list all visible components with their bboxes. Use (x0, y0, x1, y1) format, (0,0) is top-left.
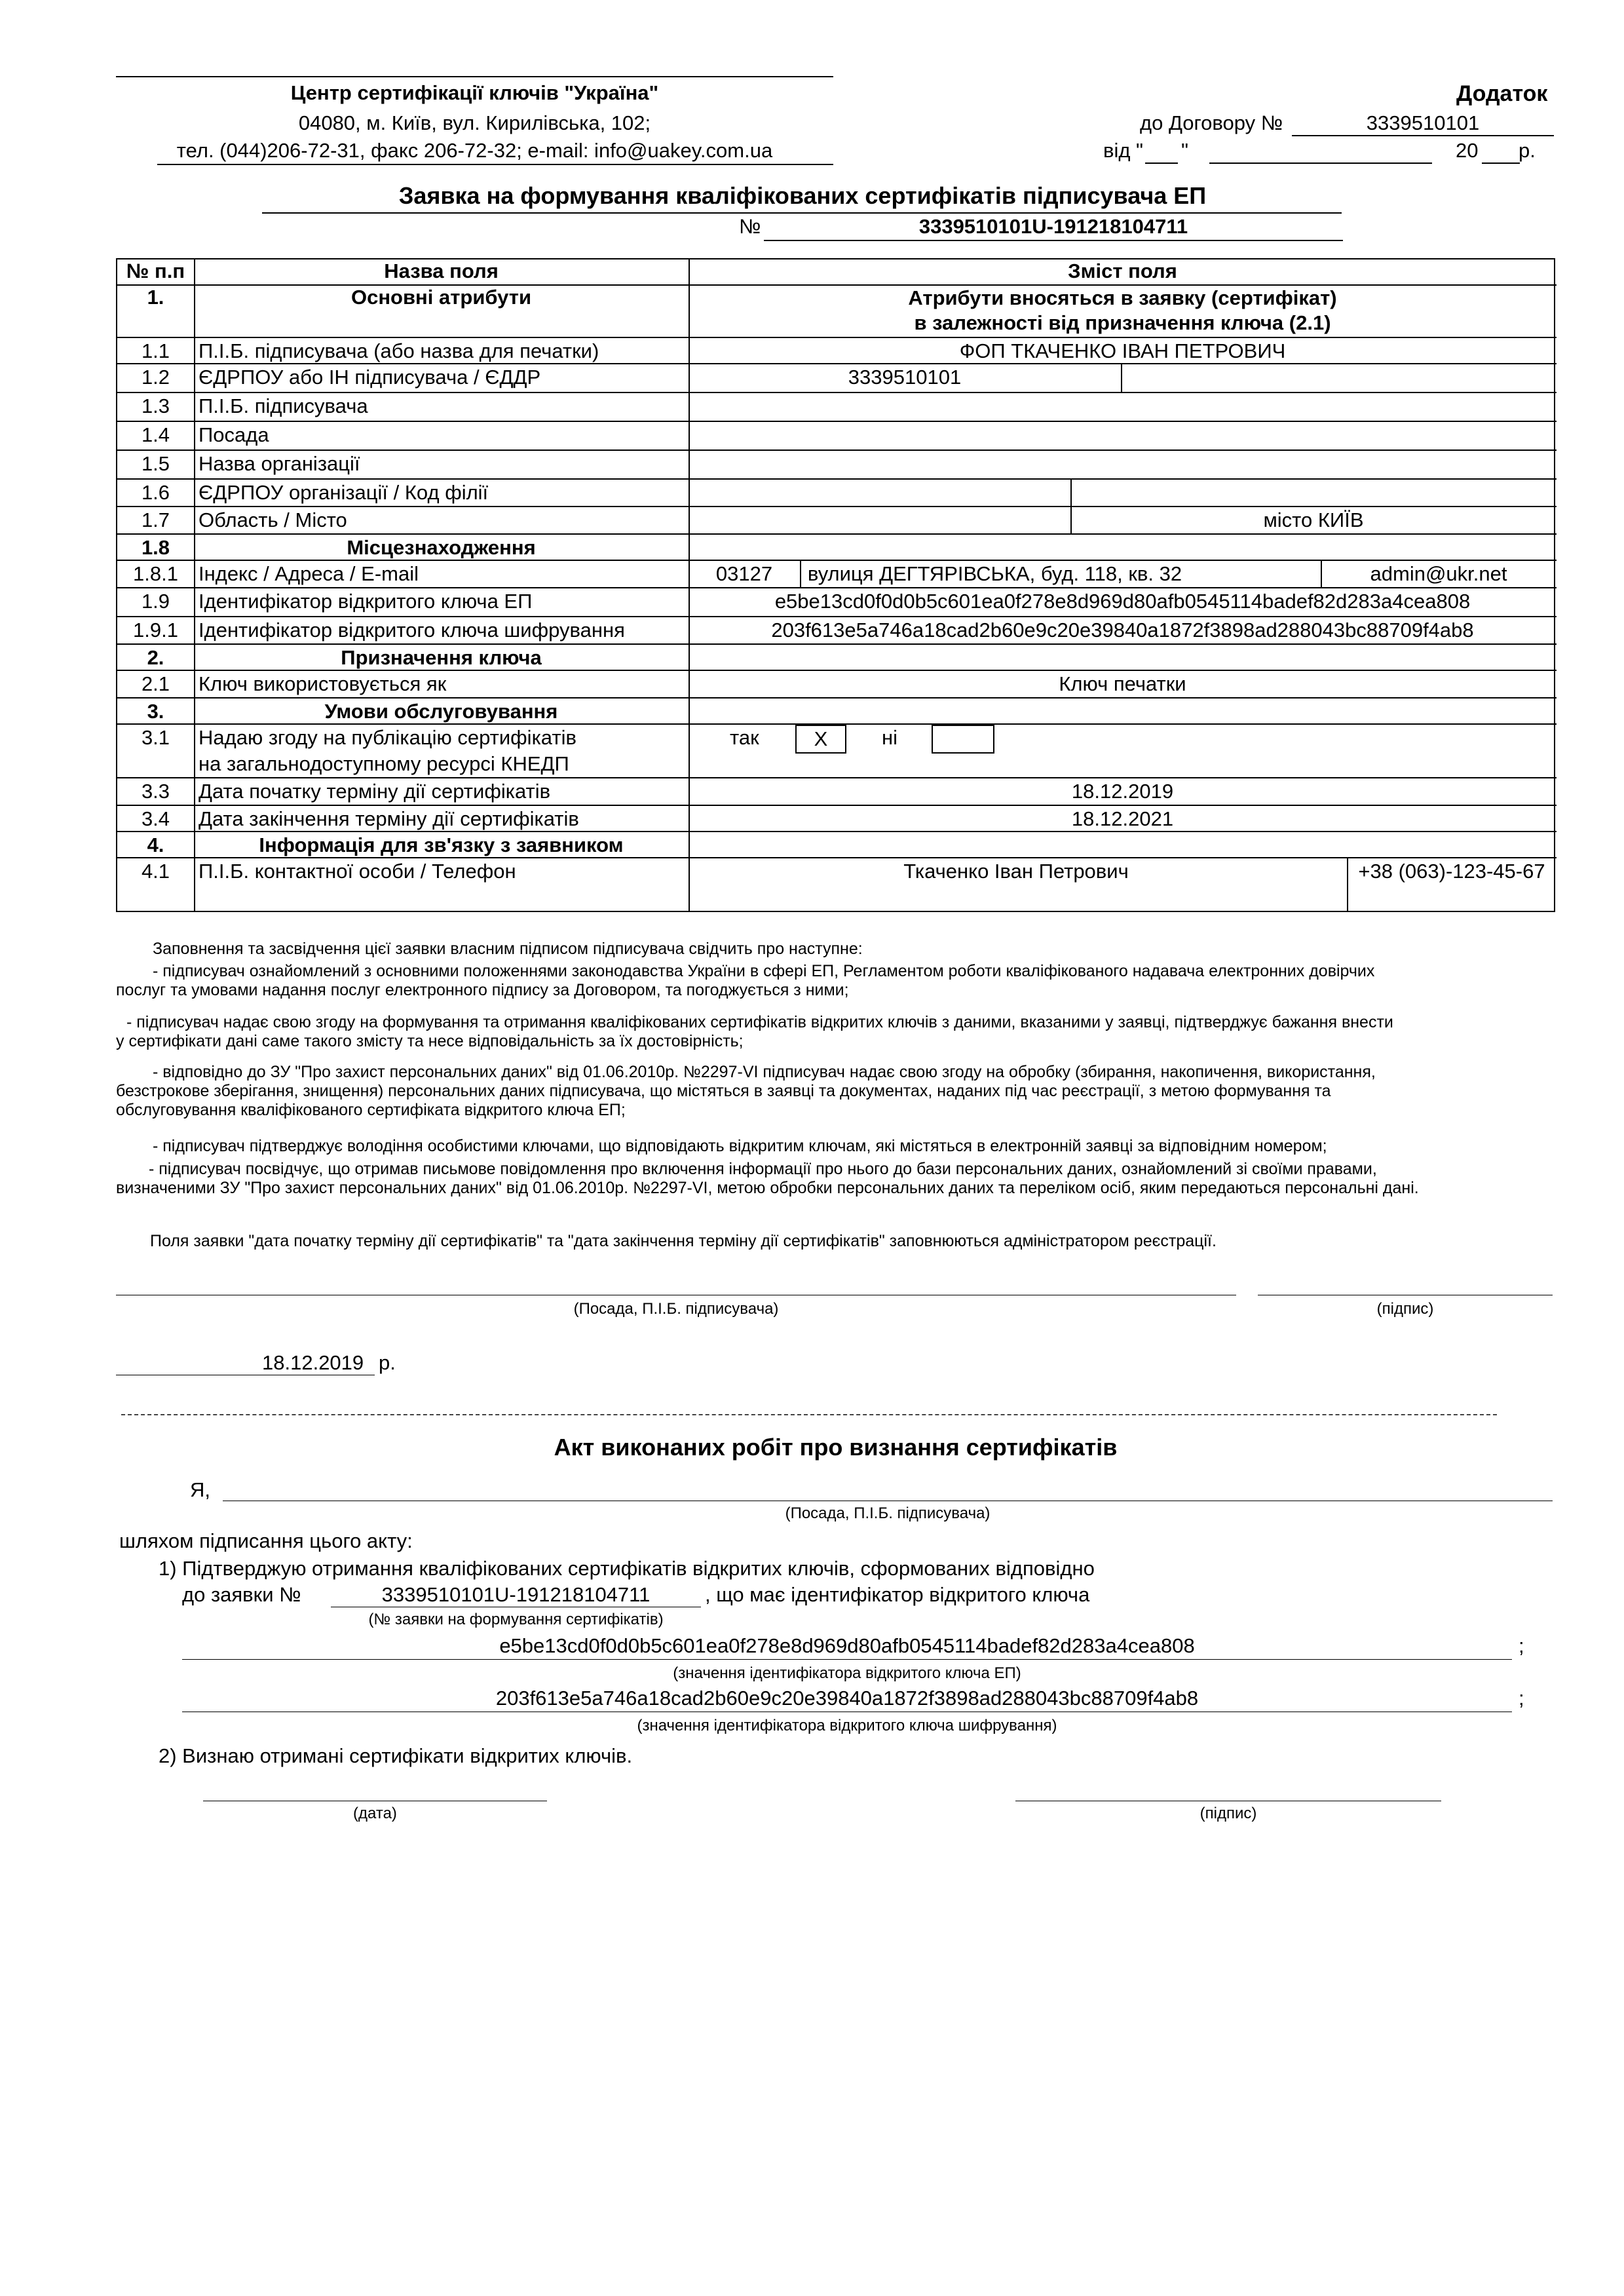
terms-intro: Заповнення та засвідчення цієї заявки власним підписом підписувача свідчить про наступне: (153, 940, 863, 958)
request-number-underline (764, 240, 1343, 241)
cert-center-contacts: тел. (044)206-72-31, факс 206-72-32; e-mail: info@uakey.com.ua (176, 139, 773, 162)
contract-year-suffix: р. (1519, 139, 1536, 162)
row-num: 1.9 (141, 590, 170, 613)
act-title: Акт виконаних робіт про визнання сертифікатів (554, 1434, 1118, 1461)
request-date-suffix: р. (379, 1351, 396, 1374)
terms-item-2-line-1: - підписувач надає свою згоду на формування та отримання кваліфікованих сертифікатів відкритих ключів з даними, вказаними у заявці, підтверджує бажання внести (126, 1013, 1393, 1031)
ep-key-id-value: e5be13cd0f0d0b5c601ea0f278e8d969d80afb0545114badef82d283a4cea808 (774, 590, 1471, 613)
title-underline (262, 212, 1342, 214)
act-enc-key-caption: (значення ідентифікатора відкритого ключа шифрування) (637, 1717, 1057, 1734)
row-num: 3.1 (141, 726, 170, 749)
contract-number: 3339510101 (1366, 111, 1480, 134)
publish-consent-no-label: ні (882, 726, 898, 749)
publish-consent-no-checkbox[interactable] (932, 725, 994, 754)
act-date-caption: (дата) (353, 1805, 397, 1822)
admin-note: Поля заявки "дата початку терміну дії сертифікатів" та "дата закінчення терміну дії сертифікатів" заповнюються адміністратором реєстрації. (150, 1232, 1217, 1250)
validity-start-value: 18.12.2019 (1071, 780, 1174, 803)
row-label: Ідентифікатор відкритого ключа шифрування (198, 619, 625, 641)
row-num: 1.2 (141, 366, 170, 389)
terms-item-2-line-2: у сертифікати дані саме такого змісту та несе відповідальність за їх достовірність; (116, 1032, 744, 1050)
table-row (117, 616, 1557, 643)
validity-end-value: 18.12.2021 (1071, 807, 1174, 830)
row-label: Дата початку терміну дії сертифікатів (198, 780, 551, 803)
table-row (117, 587, 1557, 616)
row-label: ЄДРПОУ організації / Код філії (198, 481, 489, 504)
row-num: 1.6 (141, 481, 170, 504)
table-row (117, 392, 1557, 421)
contact-phone-value: +38 (063)-123-45-67 (1358, 860, 1545, 883)
terms-item-3-line-3: обслуговування кваліфікованого сертифіката відкритого ключа ЕП; (116, 1101, 626, 1119)
table-row (117, 533, 1557, 560)
act-ep-key-caption: (значення ідентифікатора відкритого ключа ЕП) (673, 1664, 1021, 1682)
section-title: Призначення ключа (341, 646, 542, 669)
table-header-row (117, 259, 1557, 284)
row-num: 1. (147, 286, 164, 309)
header-field-content: Зміст поля (1068, 259, 1177, 282)
row-label: Ідентифікатор відкритого ключа ЕП (198, 590, 533, 613)
row-num: 2. (147, 646, 164, 669)
request-date: 18.12.2019 (262, 1351, 364, 1374)
request-table (116, 258, 1555, 912)
row-label: П.І.Б. підписувача (198, 394, 368, 417)
header-top-rule (116, 76, 833, 77)
contract-number-underline (1292, 135, 1554, 136)
signer-position-caption: (Посада, П.І.Б. підписувача) (573, 1300, 779, 1318)
row-num: 1.3 (141, 394, 170, 417)
row-num: 3. (147, 700, 164, 723)
request-number: 3339510101U-191218104711 (918, 215, 1188, 238)
signer-signature-caption: (підпис) (1376, 1300, 1434, 1318)
act-request-number: 3339510101U-191218104711 (381, 1583, 651, 1606)
row-num: 1.8 (141, 536, 170, 559)
row-label: Посада (198, 423, 269, 446)
act-enc-key-semicolon: ; (1519, 1687, 1524, 1710)
contract-date-from-label: від " (1103, 139, 1144, 162)
act-i-label: Я, (190, 1478, 210, 1501)
cert-center-name: Центр сертифікації ключів "Україна" (290, 81, 659, 104)
table-row (117, 337, 1557, 363)
table-row (117, 805, 1557, 831)
section-title: Інформація для зв'язку з заявником (259, 833, 624, 856)
section-title: Основні атрибути (350, 286, 532, 309)
appendix-label: Додаток (1456, 81, 1548, 106)
table-row (117, 697, 1557, 723)
act-signature-caption: (підпис) (1199, 1805, 1257, 1822)
request-number-label: № (739, 215, 761, 238)
terms-item-3-line-1: - відповідно до ЗУ "Про захист персональних даних" від 01.06.2010р. №2297-VI підписувач надає свою згоду на обробку (збирання, накопичення, використання, (153, 1063, 1376, 1081)
address-value: вулиця ДЕГТЯРІВСЬКА, буд. 118, кв. 32 (807, 562, 1182, 585)
publish-consent-yes-label: так (730, 726, 759, 749)
terms-item-5-line-1: - підписувач посвідчує, що отримав письмове повідомлення про включення інформації про нього до бази персональних даних, ознайомлений зі своїми правами, (149, 1160, 1377, 1178)
row-num: 2.1 (141, 672, 170, 695)
table-row (117, 643, 1557, 670)
table-row (117, 560, 1557, 587)
contract-year-prefix: 20 (1456, 139, 1479, 162)
row-num: 3.3 (141, 780, 170, 803)
act-ep-key-semicolon: ; (1519, 1634, 1524, 1657)
enc-key-id-value: 203f613e5a746a18cad2b60e9c20e39840a1872f3898ad288043bc88709f4ab8 (771, 619, 1474, 641)
table-row (117, 723, 1557, 777)
act-signer-caption: (Посада, П.І.Б. підписувача) (785, 1504, 991, 1522)
act-item-1-line-1: 1) Підтверджую отримання кваліфікованих сертифікатів відкритих ключів, сформованих відповідно (159, 1557, 1095, 1580)
cut-line (121, 1414, 1497, 1415)
contact-person-value: Ткаченко Іван Петрович (903, 860, 1129, 883)
terms-item-3-line-2: безстрокове зберігання, знищення) персональних даних підписувача, що містяться в заявці та документах, наданих під час реєстрації, з метою формування та (116, 1082, 1331, 1100)
contacts-underline (157, 164, 833, 165)
tax-id-value: 3339510101 (848, 366, 962, 389)
row-label: П.І.Б. підписувача (або назва для печатки) (198, 339, 599, 362)
act-enc-key-id: 203f613e5a746a18cad2b60e9c20e39840a1872f3898ad288043bc88709f4ab8 (495, 1687, 1199, 1710)
act-item-1-request-label: до заявки № (182, 1583, 301, 1606)
city-value: місто КИЇВ (1263, 508, 1364, 531)
row-num: 4. (147, 833, 164, 856)
row-label: Ключ використовується як (198, 672, 447, 695)
act-by-signing: шляхом підписання цього акту: (119, 1529, 413, 1552)
table-row (117, 777, 1557, 805)
contract-year-underline (1482, 163, 1520, 164)
table-row (117, 831, 1557, 857)
row-label: ЄДРПОУ або ІН підписувача / ЄДДР (198, 366, 541, 389)
header-num: № п.п (126, 259, 185, 282)
section-note-2: в залежності від призначення ключа (2.1) (914, 311, 1331, 334)
row-label: Назва організації (198, 452, 360, 475)
terms-item-5-line-2: визначеними ЗУ "Про захист персональних даних" від 01.06.2010р. №2297-VI, метою обробки персональних даних та переліком осіб, яким передаються персональні дані. (116, 1179, 1419, 1197)
row-num: 1.4 (141, 423, 170, 446)
act-ep-key-id: e5be13cd0f0d0b5c601ea0f278e8d969d80afb0545114badef82d283a4cea808 (499, 1634, 1195, 1657)
terms-item-4: - підписувач підтверджує володіння особистими ключами, що відповідають відкритим ключам, які містяться в електронній заявці за відповідним номером; (153, 1137, 1327, 1155)
email-value: admin@ukr.net (1370, 562, 1507, 585)
terms-item-1-line-1: - підписувач ознайомлений з основними положеннями законодавства України в сфері ЕП, Регламентом роботи кваліфікованого надавача електронних довірчих (153, 962, 1375, 980)
section-title: Умови обслуговування (324, 700, 558, 723)
row-num: 3.4 (141, 807, 170, 830)
row-label: Область / Місто (198, 508, 347, 531)
row-label-line-2: на загальнодоступному ресурсі КНЕДП (198, 752, 569, 775)
section-note-1: Атрибути вносяться в заявку (сертифікат) (908, 286, 1337, 309)
cert-center-address: 04080, м. Київ, вул. Кирилівська, 102; (298, 111, 651, 134)
act-item-1-line-2-suffix: , що має ідентифікатор відкритого ключа (705, 1583, 1090, 1606)
act-item-2: 2) Визнаю отримані сертифікати відкритих ключів. (159, 1744, 633, 1767)
row-num: 1.9.1 (133, 619, 178, 641)
contract-day-underline (1145, 163, 1178, 164)
row-label-line-1: Надаю згоду на публікацію сертифікатів (198, 726, 576, 749)
terms-item-1-line-2: послуг та умовами надання послуг електронного підпису за Договором, та погоджується з ними; (116, 981, 849, 999)
row-num: 1.7 (141, 508, 170, 531)
table-row (117, 670, 1557, 697)
key-purpose-value: Ключ печатки (1059, 672, 1186, 695)
table-row (117, 857, 1557, 911)
signer-name-value: ФОП ТКАЧЕНКО ІВАН ПЕТРОВИЧ (959, 339, 1286, 362)
row-num: 1.1 (141, 339, 170, 362)
row-label: П.І.Б. контактної особи / Телефон (198, 860, 516, 883)
row-num: 1.8.1 (133, 562, 178, 585)
act-request-caption: (№ заявки на формування сертифікатів) (368, 1611, 664, 1628)
request-title: Заявка на формування кваліфікованих сертифікатів підписувача ЕП (398, 182, 1207, 209)
contract-label: до Договору № (1140, 111, 1283, 134)
contract-day-quote: " (1181, 139, 1189, 162)
row-label: Індекс / Адреса / E-mail (198, 562, 419, 585)
publish-consent-yes-checkbox[interactable]: Х (795, 725, 846, 754)
table-row (117, 478, 1557, 506)
row-label: Дата закінчення терміну дії сертифікатів (198, 807, 579, 830)
postal-index-value: 03127 (715, 562, 773, 585)
row-num: 4.1 (141, 860, 170, 883)
table-row (117, 450, 1557, 478)
act-ep-key-underline (182, 1659, 1512, 1660)
table-row (117, 363, 1557, 392)
table-row (117, 284, 1557, 337)
contract-month-underline (1209, 163, 1432, 164)
header-field-name: Назва поля (384, 259, 499, 282)
table-row (117, 506, 1557, 533)
section-title: Місцезнаходження (347, 536, 536, 559)
row-num: 1.5 (141, 452, 170, 475)
table-row (117, 421, 1557, 450)
